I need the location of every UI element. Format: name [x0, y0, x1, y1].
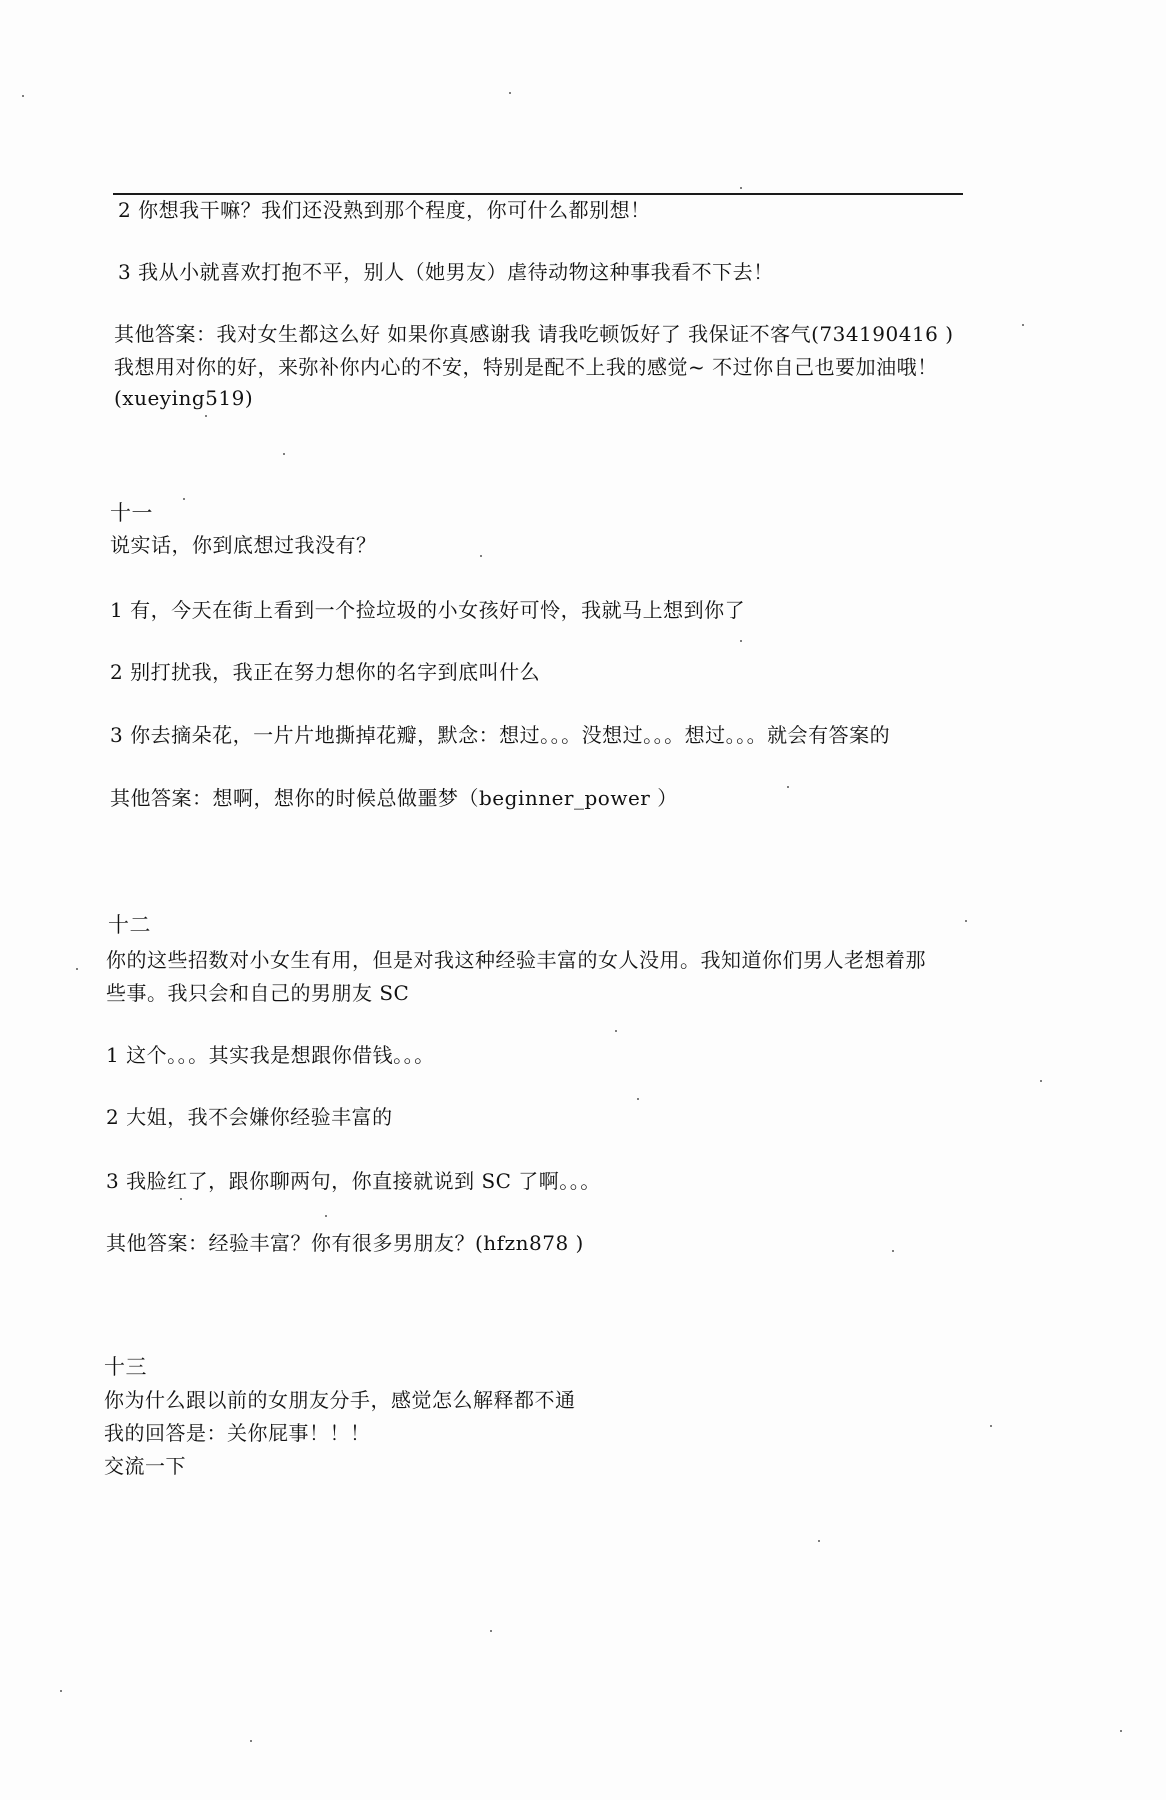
scan-speck [22, 95, 24, 97]
s10-answer-3: 3 我从小就喜欢打抱不平，别人（她男友）虐待动物这种事我看不下去！ [118, 260, 774, 284]
scan-speck [60, 1690, 62, 1692]
scan-speck [250, 1740, 252, 1742]
scan-speck [76, 968, 78, 970]
scan-speck [1022, 324, 1024, 326]
s12-answer-1: 1 这个。。。其实我是想跟你借钱。。。 [106, 1043, 435, 1067]
scan-speck [325, 1215, 327, 1217]
s11-answer-3: 3 你去摘朵花，一片片地撕掉花瓣，默念：想过。。。没想过。。。想过。。。就会有答案的 [110, 723, 891, 747]
scan-speck [283, 453, 285, 455]
scan-speck [740, 187, 742, 189]
s12-answer-2: 2 大姐，我不会嫌你经验丰富的 [106, 1105, 393, 1129]
scan-speck [490, 1630, 492, 1632]
s13-question: 你为什么跟以前的女朋友分手，感觉怎么解释都不通 [104, 1388, 576, 1412]
scan-speck [818, 1540, 820, 1542]
s10-other-answer-line-3: (xueying519) [114, 386, 254, 410]
scan-speck [740, 640, 742, 642]
scan-speck [965, 920, 967, 922]
scan-speck [180, 1198, 182, 1200]
scan-speck [892, 1250, 894, 1252]
scan-speck [615, 1030, 617, 1032]
s11-answer-1: 1 有，今天在街上看到一个捡垃圾的小女孩好可怜，我就马上想到你了 [110, 598, 746, 622]
scan-speck [637, 1098, 639, 1100]
scan-speck [990, 1425, 992, 1427]
s11-number: 十一 [110, 501, 153, 525]
scan-speck [1120, 1730, 1122, 1732]
s13-discuss: 交流一下 [104, 1454, 186, 1478]
scan-speck [183, 498, 185, 500]
s11-question: 说实话，你到底想过我没有？ [110, 533, 377, 557]
s11-answer-2: 2 别打扰我，我正在努力想你的名字到底叫什么 [110, 660, 541, 684]
s12-other-answer: 其他答案：经验丰富？你有很多男朋友？(hfzn878 ) [106, 1231, 584, 1255]
s11-other-answer: 其他答案：想啊，想你的时候总做噩梦（beginner_power ） [110, 786, 678, 810]
s12-answer-3: 3 我脸红了，跟你聊两句，你直接就说到 SC 了啊。。。 [106, 1169, 601, 1193]
s13-my-answer: 我的回答是：关你屁事！！！ [104, 1421, 371, 1445]
s12-question-line-2: 些事。我只会和自己的男朋友 SC [106, 981, 410, 1005]
scan-speck [509, 92, 511, 94]
scan-speck [787, 786, 789, 788]
scan-speck [480, 555, 482, 557]
top-divider [113, 193, 963, 195]
scan-speck [1040, 1080, 1042, 1082]
scan-speck [205, 415, 207, 417]
s10-other-answer-line-2: 我想用对你的好，来弥补你内心的不安，特别是配不上我的感觉~ 不过你自己也要加油哦！ [114, 355, 938, 379]
s10-other-answer-line-1: 其他答案：我对女生都这么好 如果你真感谢我 请我吃顿饭好了 我保证不客气(734190416 ) [114, 322, 954, 346]
s12-number: 十二 [108, 913, 151, 937]
s13-number: 十三 [104, 1355, 147, 1379]
s10-answer-2: 2 你想我干嘛？我们还没熟到那个程度，你可什么都别想！ [118, 198, 651, 222]
s12-question-line-1: 你的这些招数对小女生有用，但是对我这种经验丰富的女人没用。我知道你们男人老想着那 [106, 948, 926, 972]
